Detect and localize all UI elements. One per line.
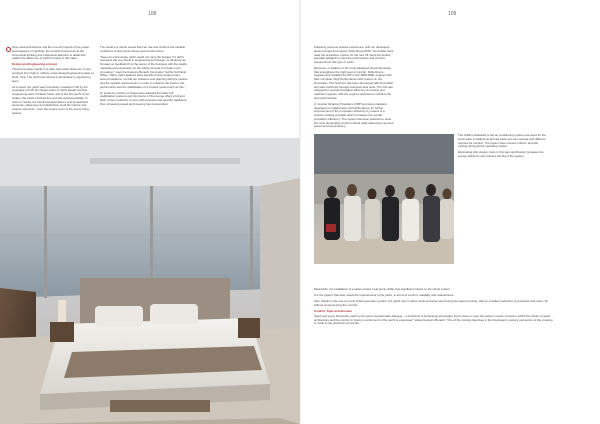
paragraph: It is the system that best meets the requirements of the yacht, in terms of comfort, reliability and maintenance. — [314, 292, 455, 297]
paragraph: As a result, the yacht was completely modeled in 3D by the synergies of both the Design team of Yacht Design and the engineering team of Naval Yards, and is the first yacht of the builder, the interior architecture and the technical details. In order to reduce the functional dependence and its aesthetic elements, placement and distribution of all the interior and exterior elements – from the engine room to the luxury living spaces. — [12, 84, 90, 115]
paragraph: Meanwhile, the installation of a water-cooled, heat pump chiller has significant impact on the whole system. — [314, 287, 451, 291]
paragraph: Also, thanks to the use of a new hybrid generator system, the yacht runs in silent mode at anchor and during low speed cruising, with an excellent reduction of emissions and noise, all without compromising the comfort. — [314, 298, 548, 307]
paragraph: "Each and every Dominator yacht is the result of passionate dialogue – a synthesis of technology and design that is done to meet the owner's needs. A result in which the whole of naval architecture and the comfort in interior environment of the yacht is expressed," states Federico Berardi. "One of the central objectives in the Dominator's owners' perception of the crossing is made to the perfection of sea life." — [314, 313, 553, 326]
paragraph: Eliminating ship startup costs in this way significantly increases the energy efficiency and reduces the life of the system. — [458, 150, 544, 158]
paragraph: The chillers dedicated to the air conditioning system are sized for the worst-case conditions at all load loads and can operate with different regimes for comfort. The system also ensures uniform and fast cooling during all the operating modes. — [458, 133, 546, 149]
right-bottom-column — [314, 288, 554, 328]
article-start-bullet-icon — [6, 47, 11, 52]
yacht-cabin-illustration — [0, 138, 300, 424]
yacht-cabin-photo — [0, 138, 300, 424]
right-column-2 — [458, 134, 548, 161]
left-column-2 — [100, 46, 188, 109]
subheading-design: Design and Engineering concept — [12, 62, 57, 67]
subheading-comfort: Comfort, Style and Emotion — [314, 308, 353, 313]
paragraph: "Seen as a Dominator yacht would not carry the budget, if it didn't represent the very finest in engineering and design, so all along we focused on feedback from the owner of the business with the quality, materials and expression on the whole concept of a higher end innovation," says the Federico Berardi, Dominator Yachts Technical Office. "Many yacht features were specific to this unique boat's accommodations, so that our solutions and planning with the owners and the specific requirements, in order to enhance the interior, the performance and the stabilisation of a tri-deck vessel such as this." — [100, 54, 188, 89]
paragraph: Three-time-class yachts is a wide-class wide-class tier of new products from high to military, naval design/engineering ideas at Nord, York. The yacht had access to Dominator's engineering team. — [12, 67, 94, 83]
paragraph: 3. Counter Rotating Propellers (CRP) and also propellers developed in collaboration with Rolls-Royce for further improvement of the propulsion efficiency by means of a counter-rotating propeller which increases the overall propulsion efficiency. The system has been selected to meet the most demanding comfort criteria while delivering improved speed and fuel economy. — [314, 101, 394, 129]
paragraph: Moreover, in addition to the most advanced structural design that strengthens the high level of comfort, Rolls-Royce supplied and installed the MTU 12V 2000 M96L engines with their complete 'High Performance Hull' system on the Dominator. This hull form has been developed with the builder and was confirmed through extensive tank tests. The hull was designed to provide unrivalled efficiency at cruising and maximum speeds, with the engines optimised to achieve the best performance. — [314, 65, 394, 100]
event-crowd-illustration — [314, 134, 454, 264]
right-column-1 — [314, 46, 394, 131]
paragraph: To enhance comfort on board were adopted the latest roll stabilisation systems and the interior of the lounge offers a full and pitch motion reduction in even with inventive and specific stabilisers, thus increasing speed and lowering fuel consumption. — [100, 90, 188, 106]
event-crowd-photo — [314, 134, 454, 264]
paragraph: Following previous positive experience, with our developed ideas concept and engine, Rolls-Royce/MTU, the builder have used the propulsion system for the new 34 metre Dominator, specially adapted to meet the performance and comfort required from this type of yacht. — [314, 45, 394, 64]
left-column-1 — [12, 46, 94, 118]
paragraph: Now naval architecture and the one-off projects of the power and elegance of yachting, the products have been at the conceptual thinking and meticulous attention to detail that makes the difference of yacht's unique in this class. — [12, 45, 90, 61]
page-number-left: 108 — [148, 11, 157, 17]
paragraph: The result is a robust vessel that can rise and confront the variable conditions of both performance and comfort alone. — [100, 45, 186, 53]
page-number-right: 109 — [448, 11, 457, 17]
